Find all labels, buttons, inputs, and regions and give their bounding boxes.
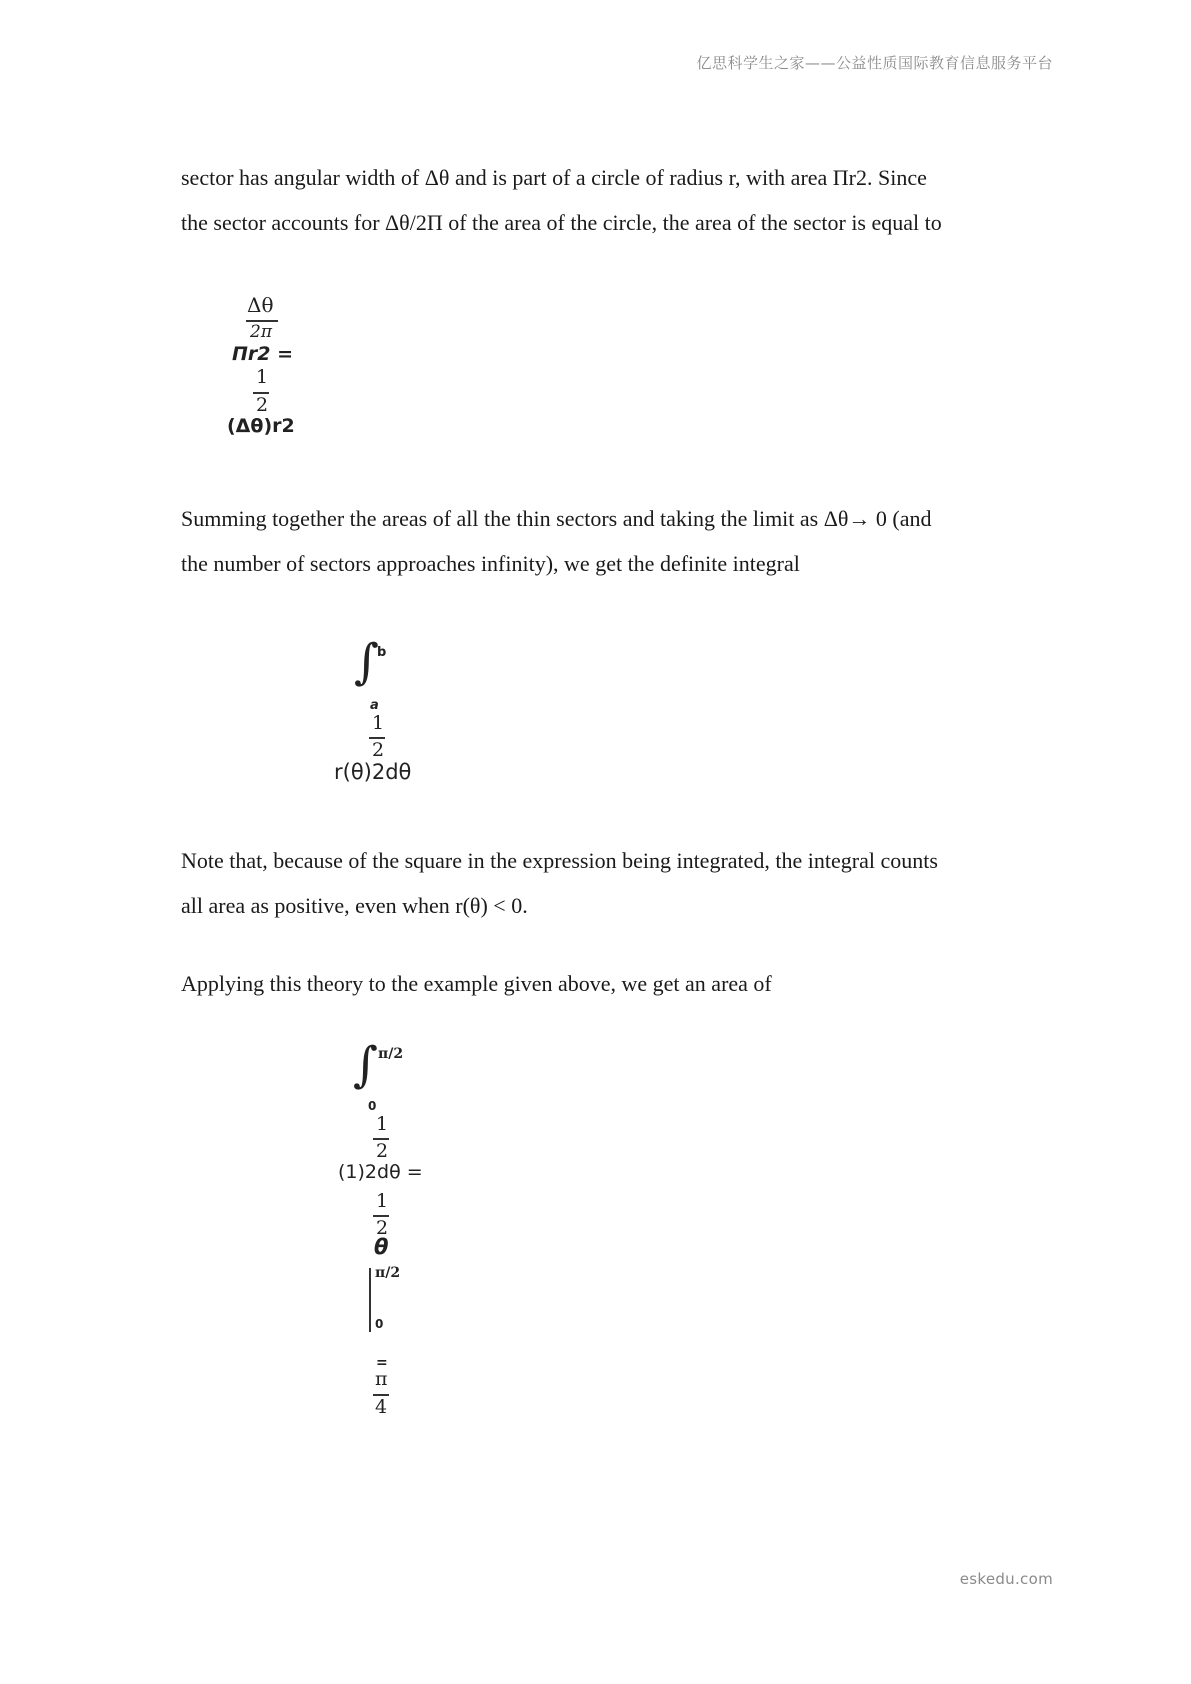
paragraph-line: sector has angular width of Δθ and is part of a circle of radius r, with area Πr2. Since (181, 165, 927, 190)
paragraph-line: the sector accounts for Δθ/2Π of the area of the circle, the area of the sector is equal to (181, 210, 942, 235)
fraction-numerator: π (375, 1368, 388, 1390)
paragraph-line: the number of sectors approaches infinity), we get the definite integral (181, 551, 800, 576)
integral-sign: ∫ (353, 1037, 379, 1093)
fraction-numerator: Δθ (247, 293, 274, 317)
integrand: (1)2dθ = (338, 1161, 423, 1183)
integrand: r(θ)2dθ (334, 760, 412, 784)
page-header: 亿思科学生之家——公益性质国际教育信息服务平台 (696, 54, 1053, 72)
theta-symbol: θ (374, 1235, 389, 1259)
fraction-numerator: 1 (376, 1113, 389, 1135)
page-footer: eskedu.com (959, 1570, 1053, 1588)
paragraph-line: all area as positive, even when r(θ) < 0. (181, 893, 528, 918)
fraction-numerator: 1 (376, 1190, 389, 1212)
paragraph-line: Applying this theory to the example given above, we get an area of (181, 971, 772, 996)
fraction-denominator: 2 (376, 1217, 389, 1239)
formula-worked-example (335, 1037, 495, 1445)
fraction-denominator: 2 (256, 394, 269, 416)
evaluation-lower-limit: 0 (375, 1317, 384, 1331)
evaluation-upper-limit: π/2 (375, 1265, 401, 1281)
lower-limit: 0 (368, 1099, 377, 1113)
fraction-denominator: 2π (250, 322, 272, 342)
equals-sign: = (376, 1355, 388, 1371)
upper-limit: π/2 (378, 1046, 404, 1062)
integral-sign: ∫ (354, 634, 380, 690)
lower-limit: a (370, 698, 379, 713)
term-pi-r-squared: Πr2 = (232, 343, 294, 365)
fraction-denominator: 2 (372, 739, 385, 761)
formula-sector-area (225, 285, 345, 445)
fraction-numerator: 1 (256, 366, 269, 388)
evaluation-bar (369, 1268, 371, 1332)
result-term: (Δθ)r2 (227, 415, 295, 437)
paragraph-line: Summing together the areas of all the thin sectors and taking the limit as Δθ→ 0 (and (181, 506, 932, 531)
formula-definite-integral (330, 634, 470, 800)
upper-limit: b (377, 645, 387, 660)
fraction-numerator: 1 (372, 712, 385, 734)
paragraph-line: Note that, because of the square in the expression being integrated, the integral counts (181, 848, 938, 873)
fraction-denominator: 2 (376, 1140, 389, 1162)
fraction-denominator: 4 (375, 1396, 388, 1418)
